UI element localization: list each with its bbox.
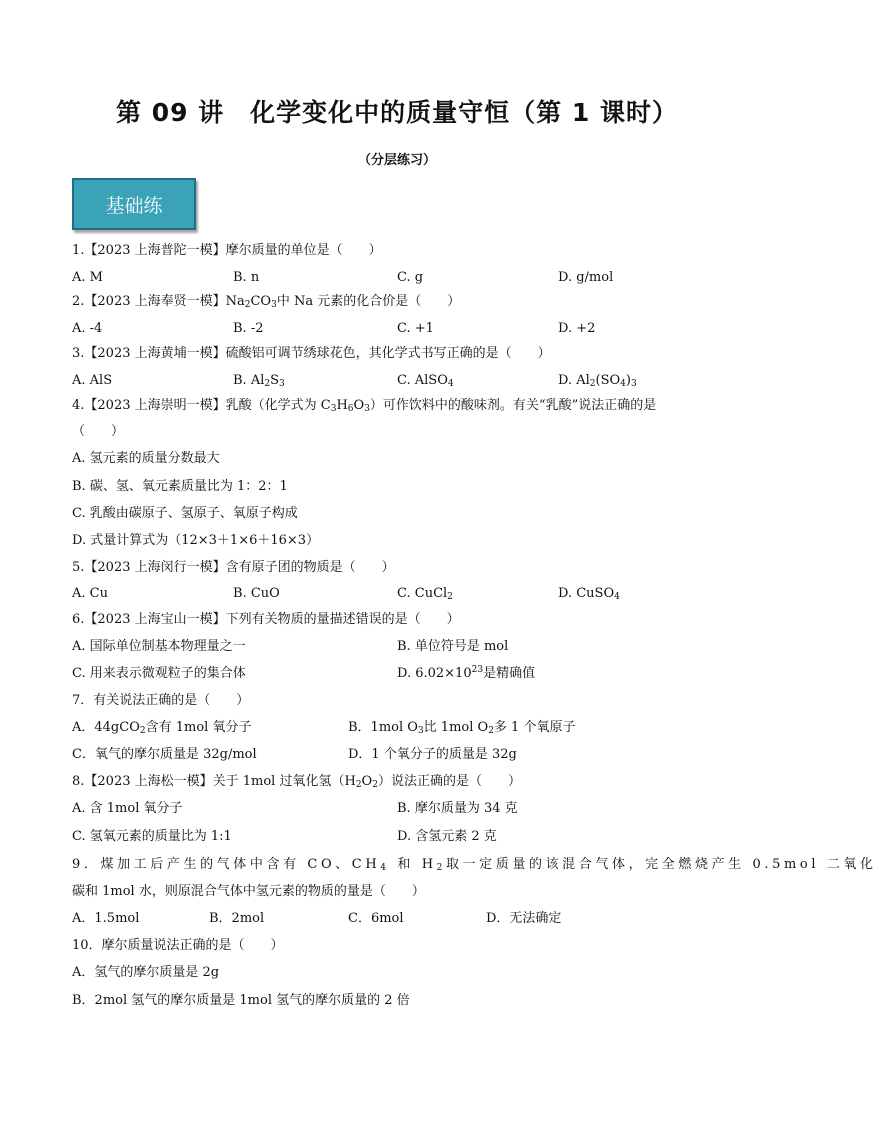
q7-b-post: 多 1 个氧原子 xyxy=(493,720,576,735)
q9-option-a: A．1.5mol xyxy=(72,911,140,926)
q7-b-pre: B．1mol O xyxy=(348,720,418,735)
q7-a-pre: A．44gCO xyxy=(72,720,140,735)
section-badge xyxy=(72,178,196,230)
question-8-stem xyxy=(72,773,521,791)
q5-d-sub-1: 4 xyxy=(614,592,620,602)
q6-option-c: C. 用来表示微观粒子的集合体 xyxy=(72,666,246,681)
q3-option-d xyxy=(558,372,637,390)
q4-post: ）可作饮料中的酸味剂。有关“乳酸”说法正确的是 xyxy=(369,398,657,413)
q9-option-d: D．无法确定 xyxy=(486,911,562,926)
q1-option-a: A. M xyxy=(72,270,103,285)
q7-option-b xyxy=(348,719,575,737)
question-4-stem xyxy=(72,397,656,415)
q4-o: O xyxy=(353,398,365,413)
q10-option-a: A．氢气的摩尔质量是 2g xyxy=(72,965,220,980)
question-10-stem: 10．摩尔质量说法正确的是（ ） xyxy=(72,938,284,953)
q7-b-sub-2: 2 xyxy=(488,726,494,736)
q9-option-b: B．2mol xyxy=(209,911,265,926)
q8-pre: 8.【2023 上海松一模】关于 1mol 过氧化氢（H xyxy=(72,774,356,789)
q5-option-c xyxy=(397,585,453,603)
page-subtitle: （分层练习） xyxy=(357,153,436,168)
q6-option-d xyxy=(397,665,535,683)
q9-mid: 和 H xyxy=(389,857,437,872)
q5-option-b: B. CuO xyxy=(233,586,280,601)
q5-c-sub-1: 2 xyxy=(447,592,453,602)
question-4-continuation: （ ） xyxy=(72,424,125,439)
q10-option-b: B．2mol 氢气的摩尔质量是 1mol 氢气的摩尔质量的 2 倍 xyxy=(72,993,410,1008)
q7-a-sub: 2 xyxy=(139,726,146,736)
question-2-stem xyxy=(72,293,460,311)
q8-post: ）说法正确的是（ ） xyxy=(377,774,521,789)
q6-d-post: 是精确值 xyxy=(483,666,536,681)
question-1-stem: 1.【2023 上海普陀一模】摩尔质量的单位是（ ） xyxy=(72,243,382,258)
q5-option-d xyxy=(558,585,620,603)
q9-pre: 9．煤加工后产生的气体中含有 CO、CH xyxy=(72,857,381,872)
q2-prefix: 2.【2023 上海奉贤一模】Na xyxy=(72,294,245,309)
q2-mid: CO xyxy=(250,294,272,309)
question-5-stem: 5.【2023 上海闵行一模】含有原子团的物质是（ ） xyxy=(72,560,395,575)
q7-b-sub-1: 3 xyxy=(417,726,424,736)
q6-option-a: A. 国际单位制基本物理量之一 xyxy=(72,639,246,654)
q3-option-b xyxy=(233,372,285,390)
q1-option-c: C. g xyxy=(397,270,424,285)
q8-option-b: B. 摩尔质量为 34 克 xyxy=(397,801,518,816)
q3-option-c xyxy=(397,372,454,390)
q3-d-mid2: ) xyxy=(625,373,631,388)
q1-option-b: B. n xyxy=(233,270,260,285)
q4-option-a: A. 氢元素的质量分数最大 xyxy=(72,451,220,466)
q5-d-pre: D. CuSO xyxy=(558,586,615,601)
q3-d-sub-1: 2 xyxy=(589,379,596,389)
q3-b-mid: S xyxy=(270,373,280,388)
q1-option-d: D. g/mol xyxy=(558,270,614,285)
q5-c-pre: C. CuCl xyxy=(397,586,448,601)
q2-option-c: C. +1 xyxy=(397,321,434,336)
q4-option-d: D. 式量计算式为（12×3＋1×6＋16×3） xyxy=(72,533,320,548)
q6-d-sup: 23 xyxy=(471,665,484,675)
q2-option-d: D. +2 xyxy=(558,321,596,336)
q3-b-sub-1: 2 xyxy=(264,379,271,389)
q4-h: H xyxy=(336,398,348,413)
q2-suffix: 中 Na 元素的化合价是（ ） xyxy=(276,294,461,309)
q9-sub-2: 2 xyxy=(436,863,446,873)
q7-option-a xyxy=(72,719,251,737)
q6-option-b: B. 单位符号是 mol xyxy=(397,639,509,654)
q8-sub-1: 2 xyxy=(355,780,362,790)
q2-sub-2: 3 xyxy=(271,300,277,310)
q8-sub-2: 2 xyxy=(372,780,378,790)
section-label: 基础练 xyxy=(105,194,163,217)
q9-sub-1: 4 xyxy=(380,863,390,873)
q3-b-pre: B. Al xyxy=(233,373,265,388)
q2-option-b: B. -2 xyxy=(233,321,264,336)
q8-option-a: A. 含 1mol 氧分子 xyxy=(72,801,183,816)
q3-option-a: A. AlS xyxy=(72,373,113,388)
q3-d-sub-3: 3 xyxy=(630,379,637,389)
q2-option-a: A. -4 xyxy=(72,321,103,336)
q5-option-a: A. Cu xyxy=(72,586,108,601)
q4-sub-2: 6 xyxy=(347,404,354,414)
q3-d-sub-2: 4 xyxy=(620,379,626,389)
q8-o: O xyxy=(361,774,373,789)
q8-option-d: D. 含氢元素 2 克 xyxy=(397,829,497,844)
question-9-stem xyxy=(72,856,877,874)
q8-option-c: C. 氢氧元素的质量比为 1:1 xyxy=(72,829,232,844)
q3-d-pre: D. Al xyxy=(558,373,590,388)
q3-c-sub-1: 4 xyxy=(447,379,454,389)
q4-option-b: B. 碳、氢、氧元素质量比为 1：2：1 xyxy=(72,479,288,494)
question-9-continuation: 碳和 1mol 水，则原混合气体中氢元素的物质的量是（ ） xyxy=(72,884,425,899)
q4-option-c: C. 乳酸由碳原子、氢原子、氧原子构成 xyxy=(72,506,298,521)
q6-d-pre: D. 6.02×10 xyxy=(397,666,472,681)
q9-post: 取一定质量的该混合气体，完全燃烧产生 0.5mol 二氧化 xyxy=(445,857,877,872)
q7-b-mid: 比 1mol O xyxy=(423,720,489,735)
q7-option-c: C．氧气的摩尔质量是 32g/mol xyxy=(72,747,257,762)
q9-option-c: C．6mol xyxy=(348,911,404,926)
q3-c-pre: C. AlSO xyxy=(397,373,448,388)
q3-d-mid: (SO xyxy=(595,373,621,388)
q2-sub-1: 2 xyxy=(244,300,251,310)
q7-option-d: D．1 个氧分子的质量是 32g xyxy=(348,747,517,762)
question-3-stem: 3.【2023 上海黄埔一模】硫酸铝可调节绣球花色，其化学式书写正确的是（ ） xyxy=(72,346,551,361)
question-6-stem: 6.【2023 上海宝山一模】下列有关物质的量描述错误的是（ ） xyxy=(72,612,460,627)
q4-sub-1: 3 xyxy=(330,404,337,414)
page-title: 第 09 讲 化学变化中的质量守恒（第 1 课时） xyxy=(115,98,678,127)
question-7-stem: 7．有关说法正确的是（ ） xyxy=(72,693,250,708)
q7-a-post: 含有 1mol 氧分子 xyxy=(145,720,252,735)
q3-b-sub-2: 3 xyxy=(279,379,285,389)
q4-pre: 4.【2023 上海崇明一模】乳酸（化学式为 C xyxy=(72,398,331,413)
q4-sub-3: 3 xyxy=(364,404,370,414)
